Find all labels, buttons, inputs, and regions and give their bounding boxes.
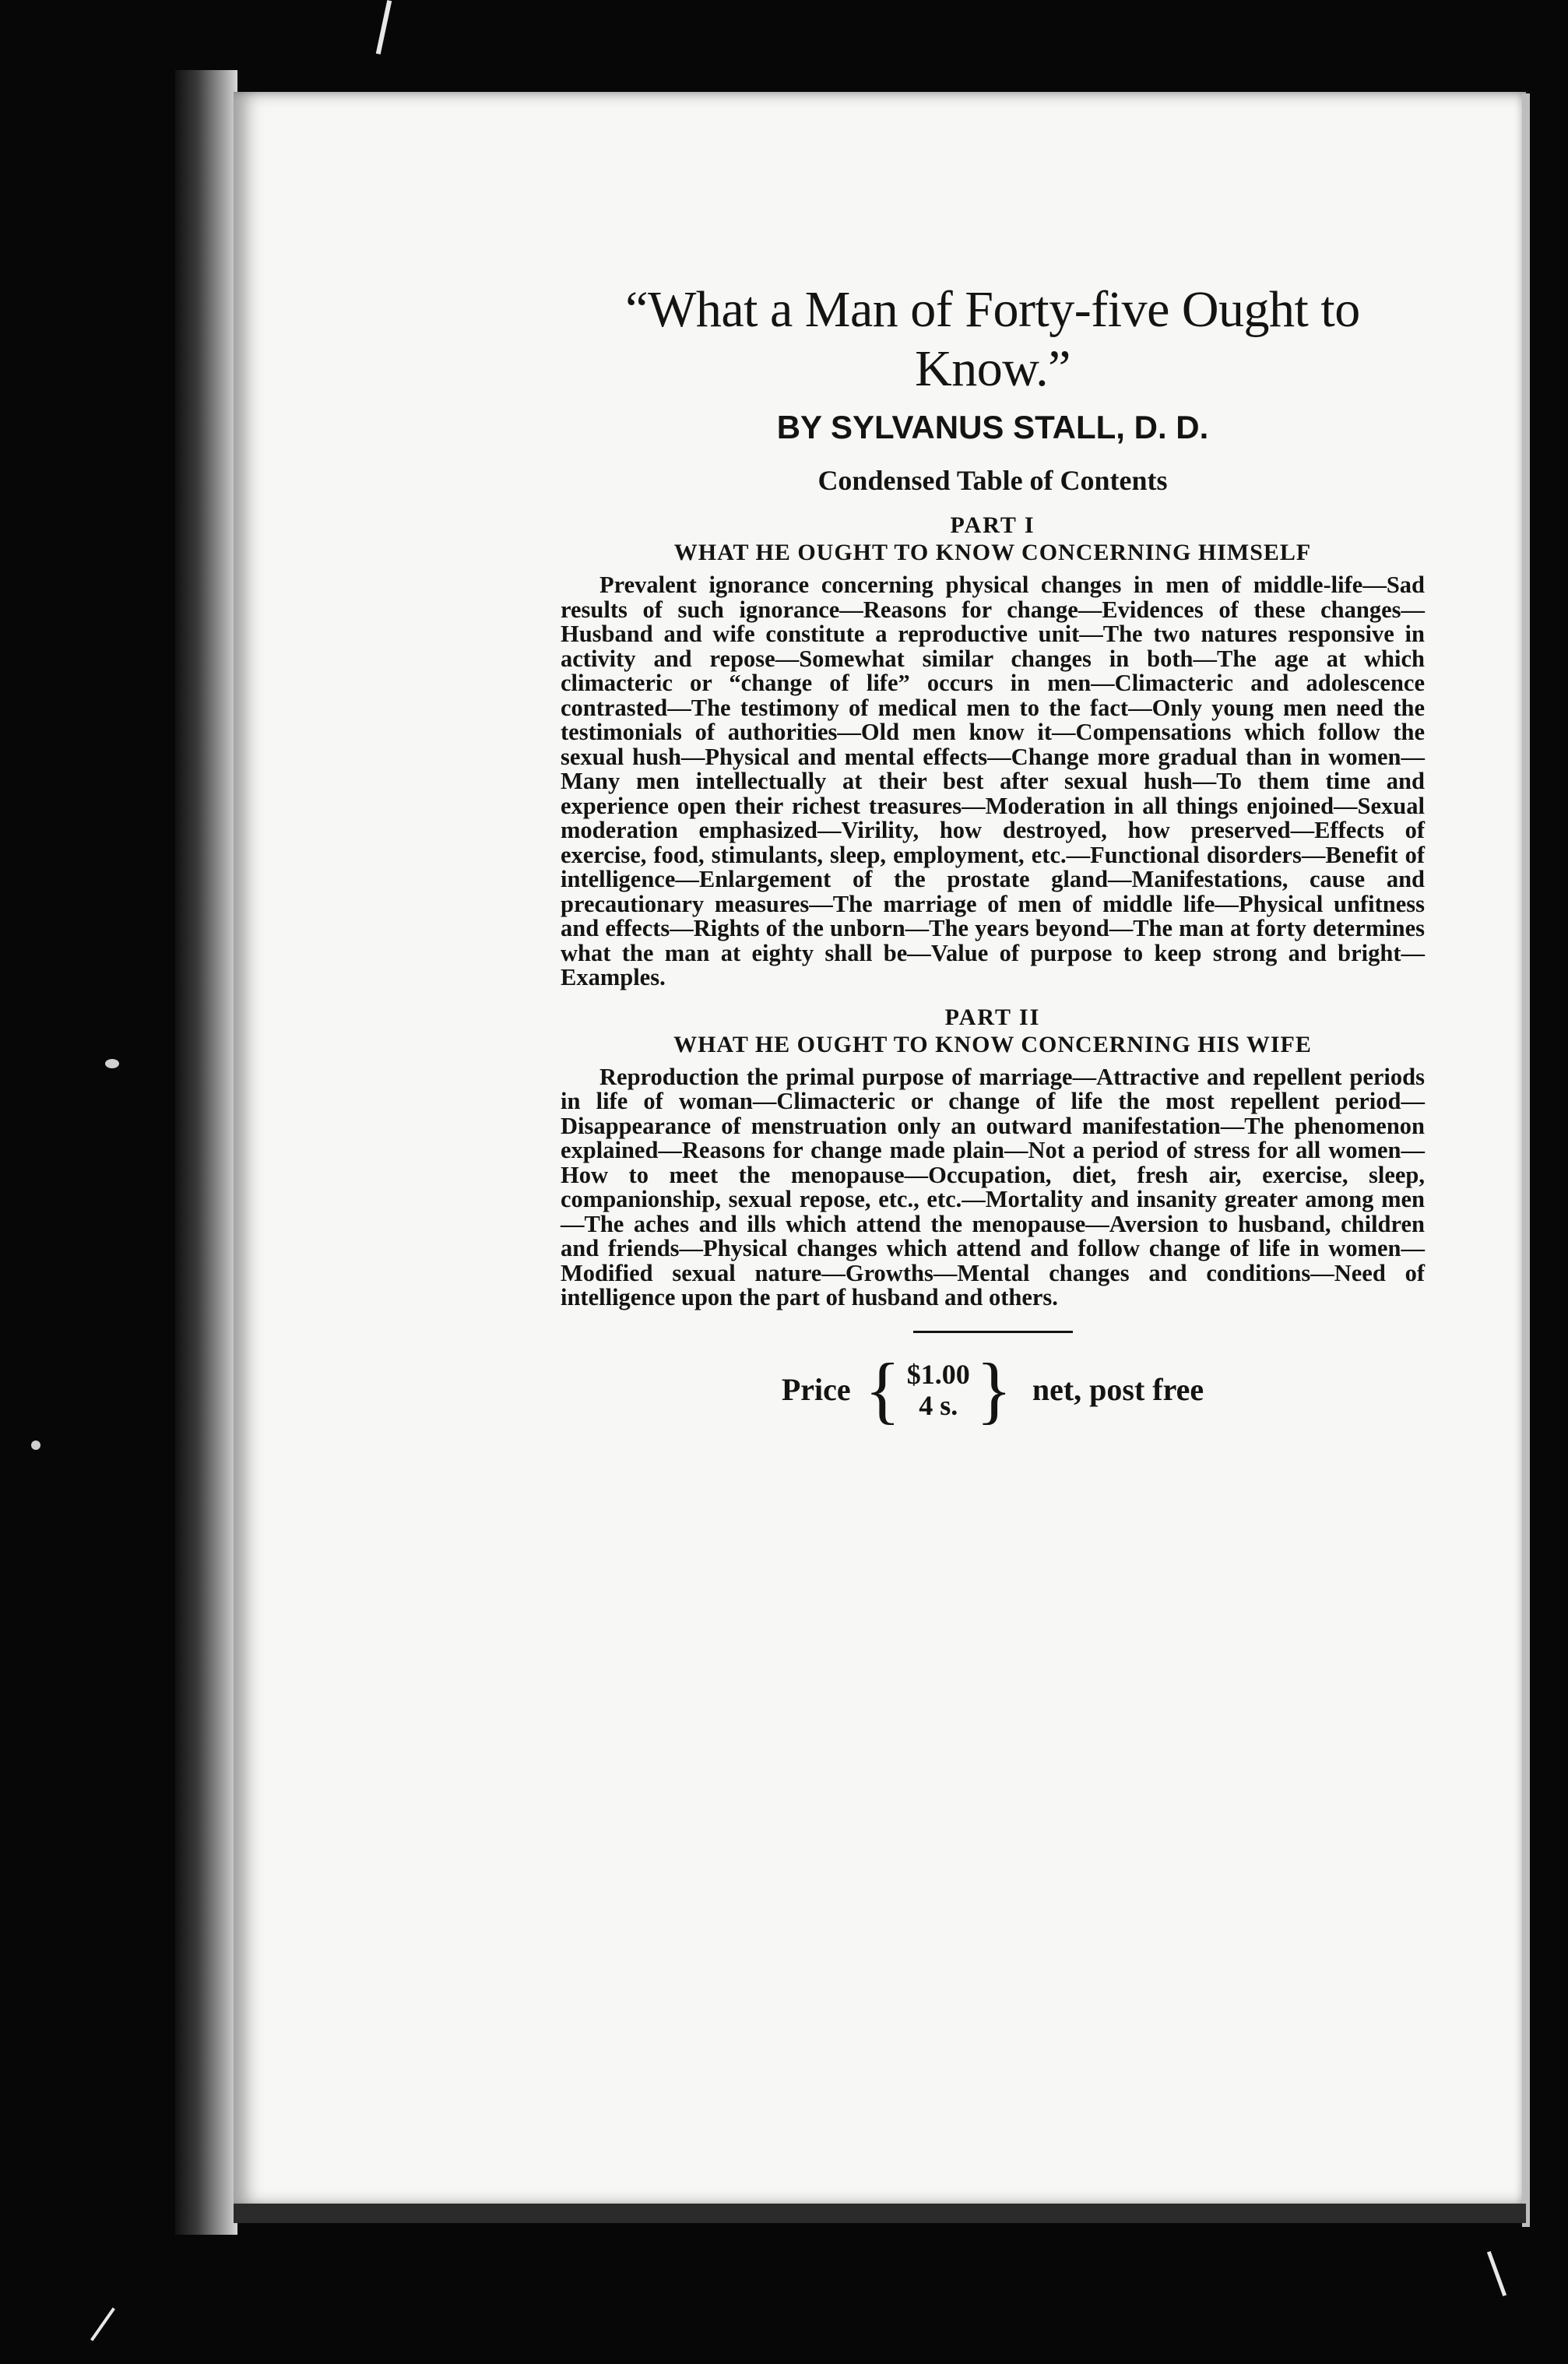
film-scratch [376,0,392,55]
price-values [907,1359,970,1421]
price-label: Price [781,1372,851,1407]
film-speck [105,1059,119,1068]
part-label: PART I [950,512,1035,538]
part-section [561,1004,1425,1310]
book-author: BY SYLVANUS STALL, D. D. [776,409,1209,445]
part-heading: WHAT HE OUGHT TO KNOW CONCERNING HIMSELF [673,540,1312,565]
film-scratch [90,2307,115,2341]
part-contents: Reproduction the primal purpose of marriage—Attractive and repellent periods in life of woman—Climacteric or change of life the most repellent period—Disappearance of menstruation only an outward manifestation—The phenomenon explained—Reasons for change made plain—Not a period of stress for all women—How to meet the menopause—Occupation, diet, fresh air, exercise, sleep, companionship, sexual repose, etc., etc.—Mortality and insanity greater among men—The aches and ills which attend the menopause—Aversion to husband, children and friends—Physical changes which attend and follow change of life in women—Modified sexual nature—Growths—Mental changes and conditions—Need of intelligence upon the part of husband and others. [561,1063,1425,1310]
right-brace: } [976,1347,1012,1431]
film-speck [31,1441,40,1450]
part-contents: Prevalent ignorance concerning physical changes in men of middle-life—Sad results of such ignorance—Reasons for change—Evidences of these changes—Husband and wife constitute a reproductive unit—The two natures responsive in activity and repose—Somewhat similar changes in both—The age at which climacteric or “change of life” occurs in men—Climacteric and adolescence contrasted—The testimony of medical men to the fact—Only young men need the testimonials of authorities—Old men know it—Compensations which follow the sexual hush—Physical and mental effects—Change more gradual than in women—Many men intellectually at their best after sexual hush—To them time and experience open their richest treasures—Moderation in all things enjoined—Sexual moderation emphasized—Virility, how destroyed, how preserved—Effects of exercise, food, stimulants, sleep, employment, etc.—Functional disorders—Benefit of intelligence—Enlargement of the prostate gland—Manifestations, cause and precautionary measures—The marriage of men of middle life—Physical unfitness and effects—Rights of the unborn—The years beyond—The man at forty determines what the man at eighty shall be—Value of purpose to keep strong and bright—Examples. [561,572,1425,990]
left-brace: { [864,1347,901,1431]
advertisement-text [561,280,1425,1431]
price-usd: $1.00 [906,1358,970,1390]
toc-title: Condensed Table of Contents [817,465,1168,496]
price-suffix: net, post free [1032,1372,1204,1407]
price-gbp: 4 s. [919,1389,958,1421]
part-heading: WHAT HE OUGHT TO KNOW CONCERNING HIS WIFE [673,1031,1312,1057]
divider-rule [913,1331,1073,1333]
page-bottom-edge [234,2204,1526,2223]
part-label: PART II [944,1004,1041,1030]
book-title: “What a Man of Forty-five Ought to Know.” [625,281,1360,397]
page-right-edge [1522,93,1530,2227]
film-scratch [1487,2251,1506,2296]
part-section [561,512,1425,990]
book-spine-edge [175,70,237,2235]
price-line [561,1347,1425,1431]
